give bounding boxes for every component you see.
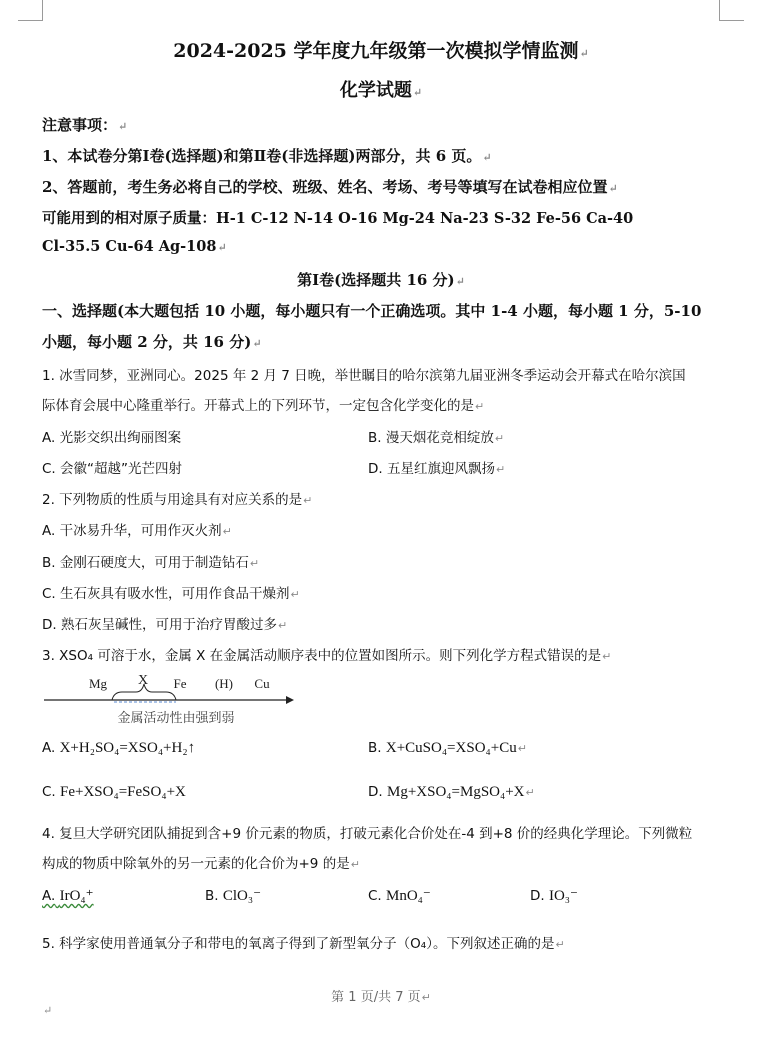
q4-option-a: A. IrO₄⁺ xyxy=(42,888,94,904)
crop-mark-top-right xyxy=(719,0,744,21)
q4-options-row xyxy=(42,886,597,905)
q3-option-b: B. X+CuSO₄=XSO₄+Cu↵ xyxy=(368,740,527,756)
label-h: (H) xyxy=(214,676,234,691)
q3-stem: 3. XSO₄ 可溶于水，金属 X 在金属活动顺序表中的位置如图所示。则下列化学方程式错误的是↵ xyxy=(42,648,612,664)
label-x: X xyxy=(137,673,149,688)
q4-stem-line-1: 4. 复旦大学研究团队捕捉到含+9 价元素的物质，打破元素化合价处在-4 到+8 价的经典化学理论。下列微粒 xyxy=(42,826,693,842)
page-footer: 第 1 页/共 7 页↵ xyxy=(331,990,431,1005)
q1-option-d: D. 五星红旗迎风飘扬↵ xyxy=(368,461,506,477)
q2-option-d: D. 熟石灰呈碱性，可用于治疗胃酸过多↵ xyxy=(42,617,288,633)
atomic-mass-line-1: 可能用到的相对原子质量：H-1 C-12 N-14 O-16 Mg-24 Na-23 S-32 Fe-56 Ca-40 xyxy=(42,210,634,227)
q1-option-b: B. 漫天烟花竞相绽放↵ xyxy=(368,430,505,446)
q2-option-a: A. 干冰易升华，可用作灭火剂↵ xyxy=(42,523,232,539)
q4-option-c: C. MnO₄⁻ xyxy=(368,888,431,904)
q3-option-c: C. Fe+XSO₄=FeSO₄+X xyxy=(42,784,186,800)
atomic-mass-line-2: Cl-35.5 Cu-64 Ag-108↵ xyxy=(42,238,227,255)
q4-option-d: D. IO₃⁻ xyxy=(530,888,578,904)
q1-stem-line-2: 际体育会展中心隆重举行。开幕式上的下列环节，一定包含化学变化的是↵ xyxy=(42,398,485,414)
section-title: 第Ⅰ卷(选择题共 16 分)↵ xyxy=(297,271,465,289)
exam-title: 2024-2025 学年度九年级第一次模拟学情监测↵ xyxy=(173,40,589,62)
q2-option-b: B. 金刚石硬度大，可用于制造钻石↵ xyxy=(42,555,260,571)
label-cu: Cu xyxy=(254,676,270,691)
label-fe: Fe xyxy=(173,676,187,691)
exam-subtitle: 化学试题↵ xyxy=(339,80,423,101)
section-instruction-1: 一、选择题(本大题包括 10 小题，每小题只有一个正确选项。其中 1-4 小题，每小题 1 分，5-10 xyxy=(42,302,702,320)
notes-item-2: 2、答题前，考生务必将自己的学校、班级、姓名、考场、考号等填写在试卷相应位置↵ xyxy=(42,178,618,196)
q3-option-d: D. Mg+XSO₄=MgSO₄+X↵ xyxy=(368,784,535,800)
q1-option-c: C. 会徽“超越”光芒四射 xyxy=(42,461,182,477)
q5-stem: 5. 科学家使用普通氧分子和带电的氧离子得到了新型氧分子（O₄）。下列叙述正确的是↵ xyxy=(42,936,565,952)
q1-option-a: A. 光影交织出绚丽图案 xyxy=(42,430,182,446)
activity-caption: 金属活动性由强到弱 xyxy=(117,711,235,726)
label-mg: Mg xyxy=(88,676,108,691)
q4-stem-line-2: 构成的物质中除氧外的另一元素的化合价为+9 的是↵ xyxy=(42,856,360,872)
paragraph-mark: ↵ xyxy=(43,1004,53,1017)
notes-item-1: 1、本试卷分第Ⅰ卷(选择题)和第Ⅱ卷(非选择题)两部分，共 6 页。↵ xyxy=(42,147,492,165)
crop-mark-top-left xyxy=(18,0,43,21)
q2-option-c: C. 生石灰具有吸水性，可用作食品干燥剂↵ xyxy=(42,586,300,602)
metal-activity-diagram xyxy=(42,670,302,730)
q2-stem: 2. 下列物质的性质与用途具有对应关系的是↵ xyxy=(42,492,313,508)
q3-option-a: A. X+H₂SO₄=XSO₄+H₂↑ xyxy=(42,740,196,756)
q4-option-b: B. ClO₃⁻ xyxy=(205,888,262,904)
activity-axis-arrow xyxy=(286,696,294,704)
section-instruction-2: 小题，每小题 2 分，共 16 分)↵ xyxy=(42,333,262,351)
q1-stem-line-1: 1. 冰雪同梦，亚洲同心。2025 年 2 月 7 日晚，举世瞩目的哈尔滨第九届亚洲冬季运动会开幕式在哈尔滨国 xyxy=(42,368,686,384)
notes-heading: 注意事项：↵ xyxy=(42,116,128,134)
